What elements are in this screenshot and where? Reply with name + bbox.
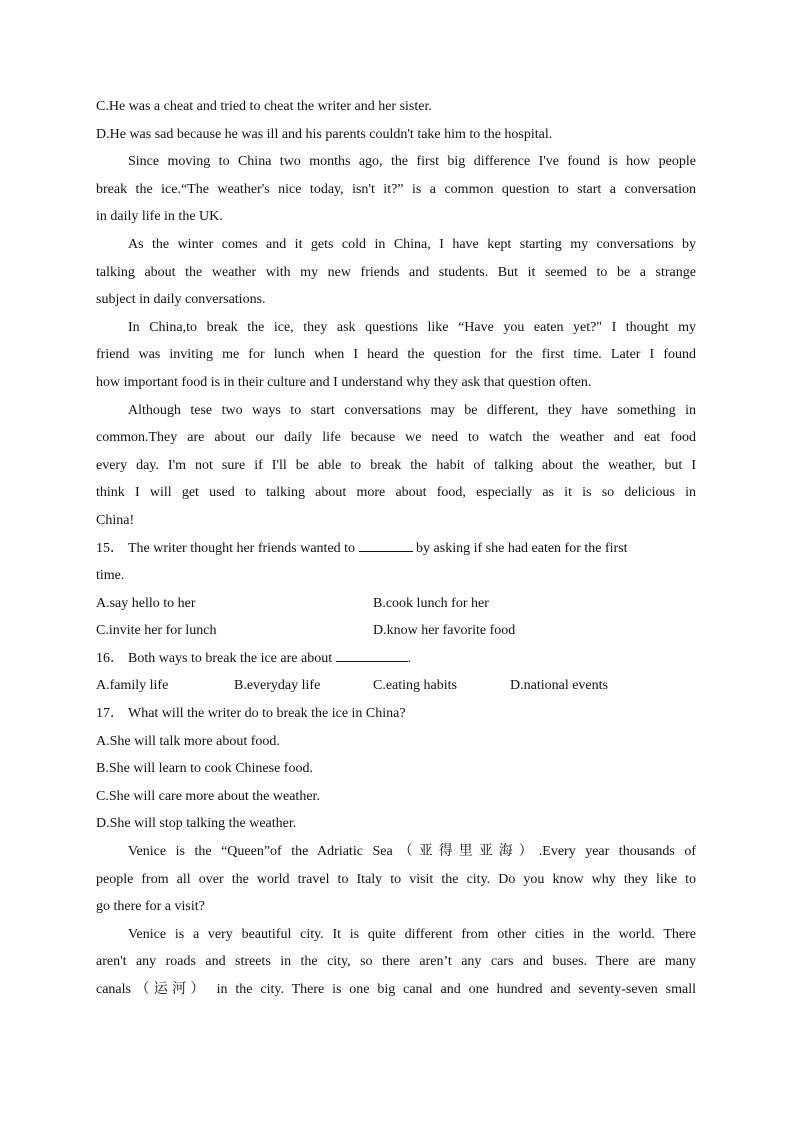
text-line: Although tese two ways to start conversations may be different, they have something in bbox=[128, 402, 696, 418]
option-b[interactable]: B.She will learn to cook Chinese food. bbox=[96, 761, 313, 777]
option-a[interactable]: A.She will talk more about food. bbox=[96, 733, 280, 749]
text-line: every day. I'm not sure if I'll be able to break the habit of talking about the weather, but I bbox=[96, 457, 696, 473]
option-b[interactable]: B.everyday life bbox=[234, 678, 321, 694]
text-line: As the winter comes and it gets cold in China, I have kept starting my conversations by bbox=[128, 236, 696, 252]
text-line: think I will get used to talking about more about food, especially as it is so delicious in bbox=[96, 485, 696, 501]
question-number: 15． bbox=[96, 540, 124, 556]
text-line: in daily life in the UK. bbox=[96, 209, 223, 225]
question-stem-continued: time. bbox=[96, 568, 125, 584]
passage1-paragraph-1 bbox=[96, 148, 696, 231]
option-d[interactable]: D.know her favorite food bbox=[373, 623, 516, 639]
option-a[interactable]: A.say hello to her bbox=[96, 595, 196, 611]
question-16 bbox=[96, 645, 696, 700]
stem-text: . bbox=[407, 650, 412, 666]
page-content bbox=[96, 93, 696, 1004]
passage-venice bbox=[96, 838, 696, 1004]
passage2-paragraph-1 bbox=[96, 838, 696, 921]
option-a[interactable]: A.family life bbox=[96, 678, 169, 694]
option-d-prev-question: D.He was sad because he was ill and his parents couldn't take him to the hospital. bbox=[96, 126, 553, 142]
text-line: aren't any roads and streets in the city, so there aren’t any cars and buses. There are many bbox=[96, 954, 696, 970]
option-d[interactable]: D.She will stop talking the weather. bbox=[96, 816, 297, 832]
option-d[interactable]: D.national events bbox=[510, 678, 608, 694]
text-line: how important food is in their culture and I understand why they ask that question often. bbox=[96, 374, 592, 390]
text-line: friend was inviting me for lunch when I heard the question for the first time. Later I found bbox=[96, 347, 696, 363]
question-stem bbox=[96, 535, 696, 563]
option-c[interactable]: C.invite her for lunch bbox=[96, 623, 217, 639]
text-line: China! bbox=[96, 512, 135, 528]
stem-text: What will the writer do to break the ice in China? bbox=[128, 706, 406, 722]
question-number: 16． bbox=[96, 650, 124, 666]
question-stem bbox=[96, 700, 696, 728]
text-line: people from all over the world travel to Italy to visit the city. Do you know why they like to bbox=[96, 871, 696, 887]
passage1-paragraph-4 bbox=[96, 397, 696, 535]
question-15 bbox=[96, 535, 696, 645]
passage2-paragraph-2 bbox=[96, 921, 696, 1004]
option-b[interactable]: B.cook lunch for her bbox=[373, 595, 489, 611]
answer-blank[interactable] bbox=[359, 536, 413, 552]
passage1-paragraph-2 bbox=[96, 231, 696, 314]
text-line: talking about the weather with my new friends and students. But it seemed to be a strange bbox=[96, 264, 696, 280]
passage1-paragraph-3 bbox=[96, 314, 696, 397]
question-stem bbox=[96, 645, 696, 673]
stem-text: The writer thought her friends wanted to bbox=[128, 540, 359, 556]
question-number: 17． bbox=[96, 706, 124, 722]
text-line: break the ice.“The weather's nice today, isn't it?” is a common question to start a conversation bbox=[96, 181, 696, 197]
options-row bbox=[96, 617, 696, 645]
text-line: Venice is a very beautiful city. It is quite different from other cities in the world. There bbox=[128, 926, 696, 942]
text-line: subject in daily conversations. bbox=[96, 292, 266, 308]
text-line: canals（运河） in the city. There is one big canal and one hundred and seventy-seven small bbox=[96, 982, 696, 997]
text-line: Since moving to China two months ago, the first big difference I've found is how people bbox=[128, 154, 696, 170]
text-line: common.They are about our daily life because we need to watch the weather and eat food bbox=[96, 430, 696, 446]
option-c-prev-question: C.He was a cheat and tried to cheat the writer and her sister. bbox=[96, 99, 432, 114]
text-line: Venice is the “Queen”of the Adriatic Sea（亚得里亚海）.Every year thousands of bbox=[128, 844, 696, 860]
text-line: go there for a visit? bbox=[96, 899, 205, 915]
option-c[interactable]: C.eating habits bbox=[373, 678, 457, 694]
question-17 bbox=[96, 700, 696, 838]
options-row bbox=[96, 672, 696, 700]
stem-text: Both ways to break the ice are about bbox=[128, 650, 336, 666]
passage-break-the-ice bbox=[96, 148, 696, 534]
answer-blank[interactable] bbox=[336, 646, 408, 662]
option-c[interactable]: C.She will care more about the weather. bbox=[96, 788, 320, 804]
stem-text: by asking if she had eaten for the first bbox=[412, 540, 628, 556]
options-row bbox=[96, 590, 696, 618]
text-line: In China,to break the ice, they ask questions like “Have you eaten yet?" I thought my bbox=[128, 319, 696, 335]
